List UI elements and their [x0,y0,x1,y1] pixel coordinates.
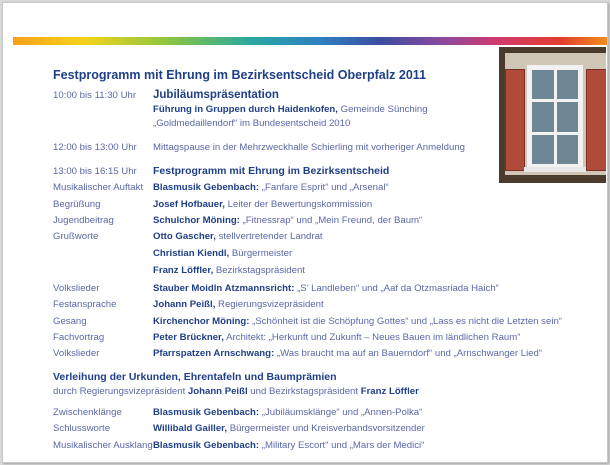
performer: Franz Löffler, [153,265,214,276]
performer: Kirchenchor Möning: [153,316,250,327]
performer: Blasmusik Gebenbach: [153,182,260,193]
performer: Stauber Moidln Atzmannsricht: [153,283,295,294]
entry-detail: Leiter der Bewertungskommission [224,199,373,210]
program-label: Zwischenklänge [53,407,122,418]
entry-detail: „S’ Landleben“ und „Aaf da Otzmasriada Haich“ [294,283,499,294]
tour-bold: Führung in Gruppen durch Haidenkofen, [153,104,338,115]
performer: Pfarrspatzen Arnschwang: [153,348,275,359]
program-entry [153,199,372,211]
performer: Blasmusik Gebenbach: [153,407,260,418]
award-name-2: Franz Löffler [360,386,419,397]
award-mid: und Bezirkstagspräsident [247,386,361,397]
program-entry [153,332,520,344]
program-entry [153,299,324,311]
performer: Otto Gascher, [153,231,216,242]
entry-detail: „Was braucht ma auf an Bauerndorf“ und „Arnschwanger Lied“ [274,348,543,359]
performer: Josef Hofbauer, [153,199,225,210]
jubilee-heading: Jubiläumspräsentation [153,89,279,101]
gold-village-line: „Goldmedaillendorf“ im Bundesentscheid 2010 [153,118,351,129]
program-entry [153,265,305,277]
program-label: Jugendbeitrag [53,215,114,226]
tour-rest: Gemeinde Sünching [337,104,428,115]
program-title: Festprogramm mit Ehrung im Bezirksentscheid Oberpfalz 2011 [53,68,427,82]
program-label: Gesang [53,316,87,327]
performer: Peter Brückner, [153,332,224,343]
performer: Willibald Gailler, [153,423,228,434]
tour-line [153,104,428,116]
entry-detail: „Military Escort“ und „Mars der Medici“ [259,440,425,451]
program-label: Grußworte [53,231,99,242]
performer: Johann Peißl, [153,299,216,310]
rainbow-stripe [13,37,607,45]
performer: Blasmusik Gebenbach: [153,440,260,451]
program-label: Festansprache [53,299,117,310]
program-label: Musikalischer Ausklang [53,440,153,451]
entry-detail: „Fitnessrap“ und „Mein Freund, der Baum“ [239,215,423,226]
performer: Christian Kiendl, [153,248,230,259]
award-line [53,386,419,398]
program-entry [153,182,389,194]
program-entry [153,215,422,227]
entry-detail: Bürgermeister [229,248,293,259]
program-entry [153,348,542,360]
entry-detail: Architekt: „Herkunft und Zukunft – Neues Bauen im ländlichen Raum“ [223,332,521,343]
program-label: Fachvortrag [53,332,105,343]
program-label: Volkslieder [53,283,100,294]
festival-heading: Festprogramm mit Ehrung im Bezirksentscheid [153,165,390,177]
program-label: Volkslieder [53,348,100,359]
program-card [2,2,608,463]
program-entry [153,316,562,328]
entry-detail: stellvertretender Landrat [215,231,323,242]
program-entry [153,283,499,295]
program-entry [153,440,424,452]
award-pre: durch Regierungsvizepräsident [53,386,188,397]
award-heading: Verleihung der Urkunden, Ehrentafeln und Baumprämien [53,371,337,383]
entry-detail: „Schönheit ist die Schöpfung Gottes“ und „Lass es nicht die Letzten sein“ [249,316,562,327]
time-slot-1: 10:00 bis 11:30 Uhr [53,90,137,101]
time-slot-2: 12:00 bis 13:00 Uhr [53,142,137,153]
program-entry [153,423,425,435]
performer: Schulchor Möning: [153,215,240,226]
lunch-break-text: Mittagspause in der Mehrzweckhalle Schierling mit vorheriger Anmeldung [153,142,465,153]
program-entry [153,231,323,243]
award-name-1: Johann Peißl [187,386,248,397]
entry-detail: Bezirkstagspräsident [213,265,305,276]
program-label: Begrüßung [53,199,101,210]
program-label: Schlussworte [53,423,111,434]
program-entry [153,248,292,260]
program-label: Musikalischer Auftakt [53,182,144,193]
window-photo [499,47,606,183]
entry-detail: Regierungsvizepräsident [215,299,324,310]
entry-detail: „Fanfare Esprit“ und „Arsenal“ [259,182,389,193]
entry-detail: „Jubiläumsklänge“ und „Annen-Polka“ [259,407,423,418]
time-slot-3: 13:00 bis 16:15 Uhr [53,166,137,177]
program-entry [153,407,422,419]
entry-detail: Bürgermeister und Kreisverbandsvorsitzender [227,423,425,434]
